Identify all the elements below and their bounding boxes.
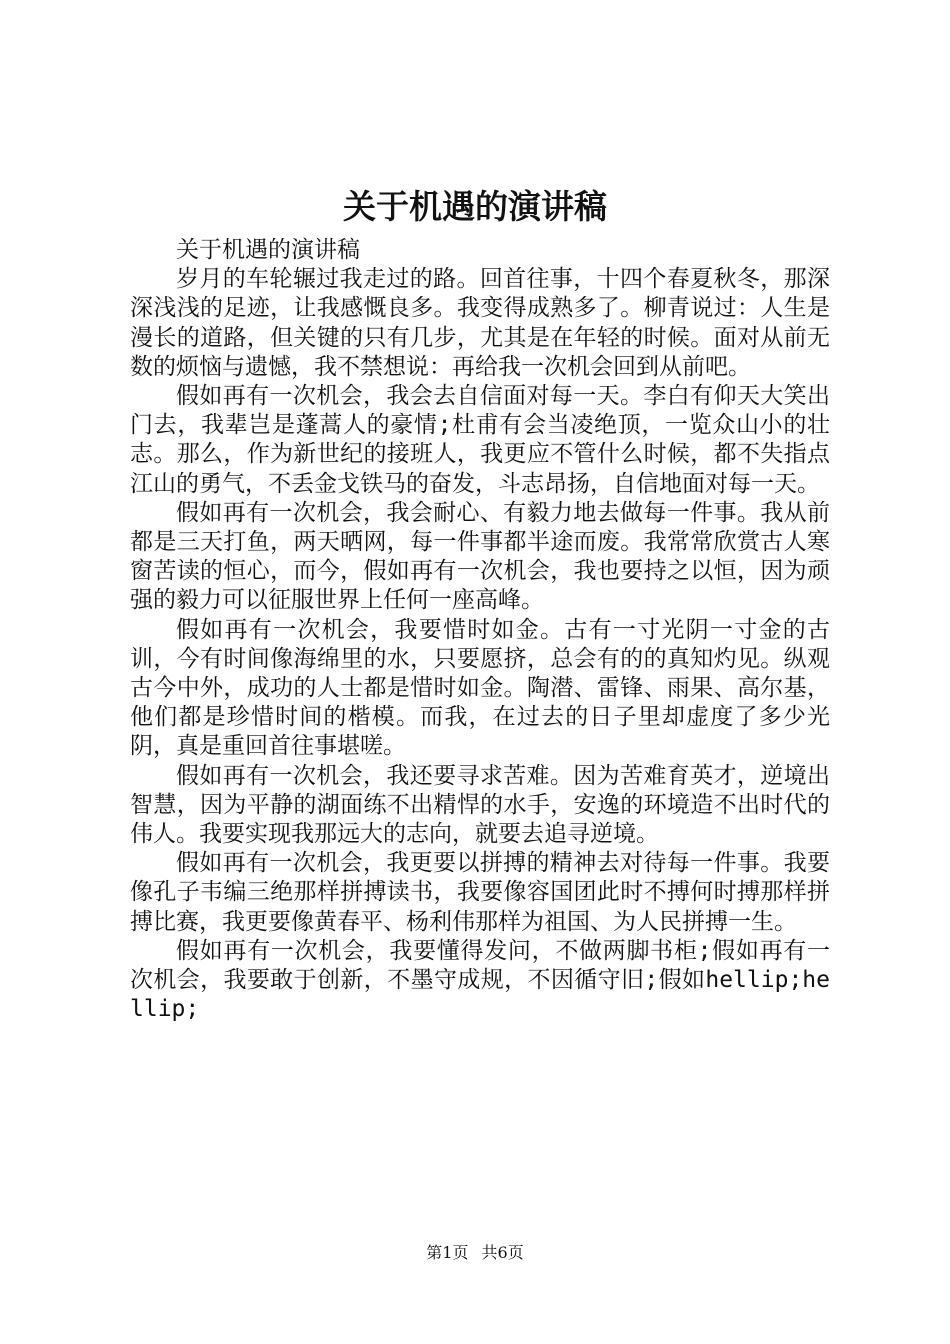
page-footer	[0, 1241, 950, 1265]
paragraph: 假如再有一次机会，我还要寻求苦难。因为苦难育英才，逆境出智慧，因为平静的湖面练不出精悍的水手，安逸的环境造不出时代的伟人。我要实现我那远大的志向，就要去追寻逆境。	[130, 762, 830, 848]
page-total: 共6页	[481, 1243, 524, 1262]
paragraph: 假如再有一次机会，我要惜时如金。古有一寸光阴一寸金的古训，今有时间像海绵里的水，只要愿挤，总会有的的真知灼见。纵观古今中外，成功的人士都是惜时如金。陶潜、雷锋、雨果、高尔基，他们都是珍惜时间的楷模。而我，在过去的日子里却虚度了多少光阴，真是重回首往事堪嗟。	[130, 616, 830, 760]
document-title: 关于机遇的演讲稿	[343, 187, 607, 226]
paragraph: 假如再有一次机会，我会去自信面对每一天。李白有仰天大笑出门去，我辈岂是蓬蒿人的豪情;杜甫有会当凌绝顶，一览众山小的壮志。那么，作为新世纪的接班人，我更应不管什么时候，都不失指点江山的勇气，不丢金戈铁马的奋发，斗志昂扬，自信地面对每一天。	[130, 383, 830, 497]
paragraph: 岁月的车轮辗过我走过的路。回首往事，十四个春夏秋冬，那深深浅浅的足迹，让我感慨良多。我变得成熟多了。柳青说过：人生是漫长的道路，但关键的只有几步，尤其是在年轻的时候。面对从前无数的烦恼与遗憾，我不禁想说：再给我一次机会回到从前吧。	[130, 266, 830, 380]
document-body	[130, 236, 830, 1024]
paragraph: 假如再有一次机会，我更要以拼搏的精神去对待每一件事。我要像孔子韦编三绝那样拼搏读书，我要像容国团此时不搏何时搏那样拼搏比赛，我更要像黄春平、杨利伟那样为祖国、为人民拼搏一生。	[130, 850, 830, 935]
paragraph: 假如再有一次机会，我要懂得发问，不做两脚书柜;假如再有一次机会，我要敢于创新，不墨守成规，不因循守旧;假如hellip;hellip;	[130, 937, 830, 1023]
paragraph: 假如再有一次机会，我会耐心、有毅力地去做每一件事。我从前都是三天打鱼，两天晒网，每一件事都半途而废。我常常欣赏古人寒窗苦读的恒心，而今，假如再有一次机会，我也要持之以恒，因为顽强的毅力可以征服世界上任何一座高峰。	[130, 499, 830, 614]
paragraph: 关于机遇的演讲稿	[176, 237, 360, 263]
page-number: 第1页	[426, 1243, 469, 1262]
